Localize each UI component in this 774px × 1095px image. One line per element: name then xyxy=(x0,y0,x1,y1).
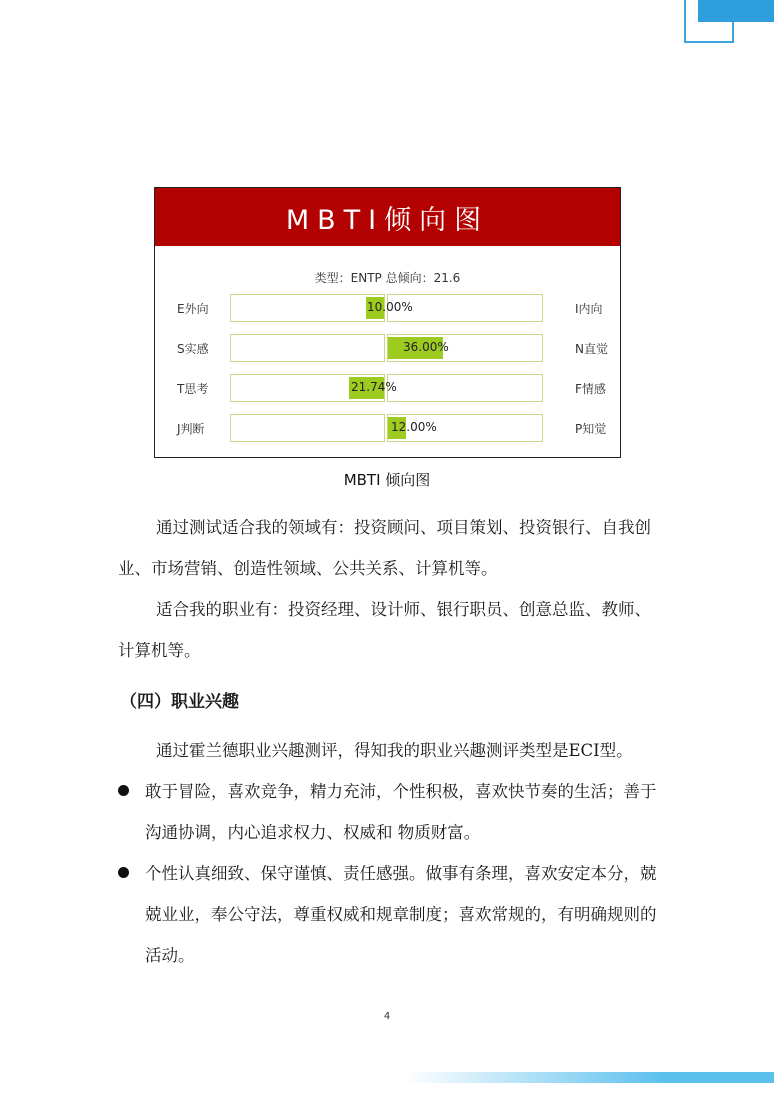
paragraph-fields: 通过测试适合我的领域有：投资顾问、项目策划、投资银行、自我创业、市场营销、创造性领域、公共关系、计算机等。 xyxy=(118,518,651,578)
bullet-dot-icon xyxy=(118,867,129,878)
row-right-label: P知觉 xyxy=(575,422,607,436)
bullet-dot-icon xyxy=(118,785,129,796)
page-number: 4 xyxy=(383,1011,391,1022)
mbti-row-sn xyxy=(155,334,620,362)
row-right-label: F情感 xyxy=(575,382,606,396)
row-left-label: E外向 xyxy=(177,302,209,316)
mbti-figure-subtitle: 类型：ENTP 总倾向：21.6 xyxy=(314,271,461,285)
left-track xyxy=(230,414,385,442)
mbti-figure-title: MBTI倾向图 xyxy=(155,188,620,246)
mbti-row-ei xyxy=(155,294,620,322)
left-track xyxy=(230,334,385,362)
right-track xyxy=(387,374,543,402)
paragraph-holland: 通过霍兰德职业兴趣测评，得知我的职业兴趣测评类型是ECI型。 xyxy=(156,741,633,760)
figure-caption: MBTI 倾向图 xyxy=(343,471,431,489)
mbti-figure xyxy=(154,187,621,458)
mbti-row-jp xyxy=(155,414,620,442)
bullet-text: 个性认真细致、保守谨慎、责任感强。做事有条理，喜欢安定本分，兢兢业业，奉公守法，尊重权威和规章制度；喜欢常规的，有明确规则的活动。 xyxy=(145,864,657,965)
row-value: 21.74% xyxy=(351,380,397,394)
mbti-row-tf xyxy=(155,374,620,402)
row-left-label: J判断 xyxy=(177,422,205,436)
left-track xyxy=(230,294,385,322)
section-heading: （四）职业兴趣 xyxy=(120,692,239,712)
row-value: 12.00% xyxy=(391,420,437,434)
row-left-label: S实感 xyxy=(177,342,209,356)
bullet-text: 敢于冒险，喜欢竞争，精力充沛，个性积极，喜欢快节奏的生活；善于沟通协调，内心追求权力、权威和 物质财富。 xyxy=(145,782,657,842)
row-right-label: N直觉 xyxy=(575,342,608,356)
footer-decoration-bar xyxy=(405,1072,774,1083)
row-value: 36.00% xyxy=(403,340,449,354)
row-left-label: T思考 xyxy=(177,382,209,396)
row-value: 10.00% xyxy=(367,300,413,314)
paragraph-careers: 适合我的职业有：投资经理、设计师、银行职员、创意总监、教师、计算机等。 xyxy=(118,600,651,660)
row-right-label: I内向 xyxy=(575,302,603,316)
corner-decoration-fill xyxy=(698,0,774,22)
